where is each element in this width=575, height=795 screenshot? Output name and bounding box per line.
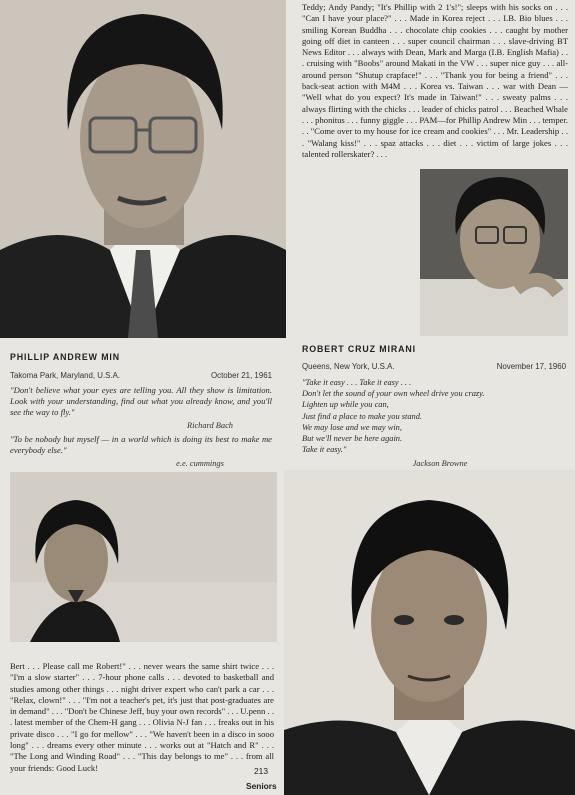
lyric-line: We may lose and we may win, bbox=[302, 422, 402, 432]
phillip-writeup: Teddy; Andy Pandy; "It's Phillip with 2 1's!"; sleeps with his socks on . . . "Can I have your place?" . . . Made in Korea reject . . . I.B. Bio blues . . . smiling Korean Buddha . . . chocolate chip cookies . . . caught by mother going off diet in canteen . . . super council chairman . . . slave-driving BT News Editor . . . always with Dean, Mark and Marga (I.B. English Mafia) . . . cruising with "Boobs" around Makati in the VW . . . super nice guy . . . all-around person "Shutup crapface!" . . . "Thank you for being a friend" . . . back-seat action with M4M . . . Korea vs. Taiwan . . . war with Dean — "Well what do you expect? It's made in Taiwan!" . . . sweaty palms . . . always flirting with the chicks . . . leader of chicks patrol . . . Beached Whale . . . phonitus . . . funny giggle . . . PAM—for Phillip Andrew Min . . . temper. . . "Come over to my house for ice cream and cookies" . . . Mr. Leadership . . . "Walang kiss!" . . . spaz attacks . . . diet . . . victim of large jokes . . . talented rollerskater? . . . bbox=[302, 2, 568, 159]
phillip-quote-cummings-attribution: e.e. cummings bbox=[176, 459, 224, 468]
lyric-line: Just find a place to make you stand. bbox=[302, 411, 423, 421]
phillip-candid-photo bbox=[420, 169, 568, 336]
phillip-name: PHILLIP ANDREW MIN bbox=[10, 352, 121, 362]
phillip-quote-bach: "Don't believe what your eyes are telling you. All they show is limitation. Look with your understanding, find out what you already know, and you'll see the way to fly." bbox=[10, 385, 272, 418]
phillip-meta-row bbox=[10, 371, 272, 380]
robert-birthdate: November 17, 1960 bbox=[496, 362, 566, 371]
robert-place: Queens, New York, U.S.A. bbox=[302, 362, 395, 371]
robert-lyrics-attribution: Jackson Browne bbox=[412, 459, 468, 468]
phillip-quote-cummings: "To be nobody but myself — in a world which is doing its best to make me everybody else." bbox=[10, 434, 272, 456]
robert-candid-photo bbox=[10, 472, 277, 642]
phillip-place: Takoma Park, Maryland, U.S.A. bbox=[10, 371, 121, 380]
page-number: 213 bbox=[254, 766, 268, 776]
lyric-line: Take it easy." bbox=[302, 445, 347, 455]
phillip-portrait-photo bbox=[0, 0, 286, 338]
lyric-line: Don't let the sound of your own wheel drive you crazy. bbox=[302, 389, 485, 399]
phillip-birthdate: October 21, 1961 bbox=[211, 371, 272, 380]
robert-name: ROBERT CRUZ MIRANI bbox=[302, 344, 416, 354]
robert-meta-row bbox=[302, 362, 566, 371]
lyric-line: But we'll never be here again. bbox=[302, 434, 403, 444]
robert-writeup: Bert . . . Please call me Robert!" . . . never wears the same shirt twice . . . "I'm a slow starter" . . . 7-hour phone calls . . . devoted to basketball and studies among other things . . . night driver expert who can't park a car . . . "Relax, clown!" . . . "I'm not a teacher's pet, it's just that post-graduates are in demand" . . . "Don't be Chinese Jeff, buy your own records" . . . U.penn . . . latest member of the Chem-H gang . . . Olivia N-J fan . . . freaks out in his private disco . . . "I go for mellow" . . . "We haven't been in a disco in sooo long" . . . dreams every other minute . . . works out at "Hatch and R" . . . "The Long and Winding Road" . . . "This day belongs to me" . . . from all your friends: Good Luck! bbox=[10, 661, 274, 773]
robert-lyrics bbox=[302, 377, 568, 455]
lyric-line: "Take it easy . . . Take it easy . . . bbox=[302, 378, 412, 387]
phillip-quote-bach-attribution: Richard Bach bbox=[187, 421, 233, 430]
lyric-line: Lighten up while you can, bbox=[302, 400, 389, 410]
robert-portrait-photo bbox=[284, 470, 575, 795]
section-label: Seniors bbox=[246, 781, 277, 791]
